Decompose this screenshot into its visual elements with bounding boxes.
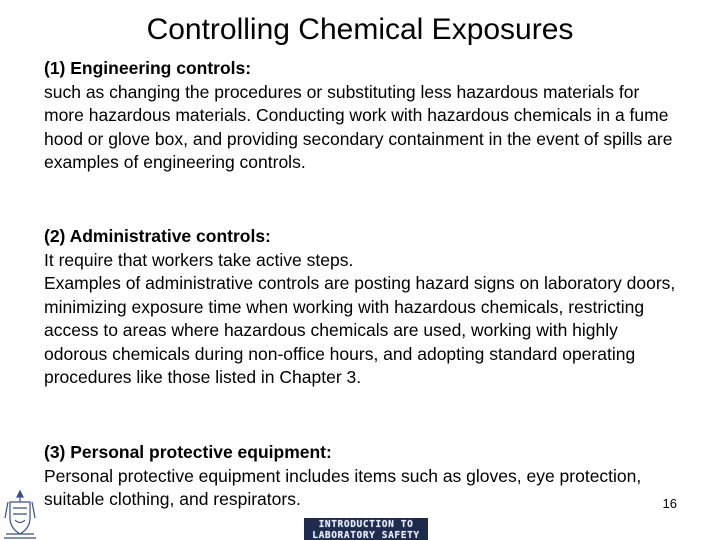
section-administrative-controls (44, 225, 684, 390)
university-crest-icon (2, 488, 38, 540)
section-paragraph: It require that workers take active steps. (44, 249, 354, 270)
section-engineering-controls (44, 57, 684, 175)
slide-title: Controlling Chemical Exposures (146, 13, 574, 46)
section-heading: (3) Personal protective equipment: (44, 442, 332, 462)
section-paragraph: such as changing the procedures or substituting less hazardous materials for more hazardous materials. Conducting work with hazardous chemicals in a fume hood or glove box, and providing secondary containment in the event of spills are examples of engineering controls. (44, 81, 673, 172)
section-heading: (1) Engineering controls: (44, 58, 252, 78)
section-heading: (2) Administrative controls: (44, 226, 271, 246)
section-personal-protective-equipment (44, 441, 684, 512)
banner-line-2: LABORATORY SAFETY (312, 530, 420, 540)
section-paragraph: Examples of administrative controls are posting hazard signs on laboratory doors, minimizing exposure time when working with hazardous chemicals, restricting access to areas where hazardous chemicals are used, working with highly odorous chemicals during non-office hours, and adopting standard operating procedures like those listed in Chapter 3. (44, 273, 676, 387)
course-banner (304, 518, 428, 540)
page-number: 16 (662, 496, 677, 511)
section-paragraph: Personal protective equipment includes items such as gloves, eye protection, suitable clothing, and respirators. (44, 465, 642, 509)
banner-line-1: INTRODUCTION TO (318, 519, 414, 530)
